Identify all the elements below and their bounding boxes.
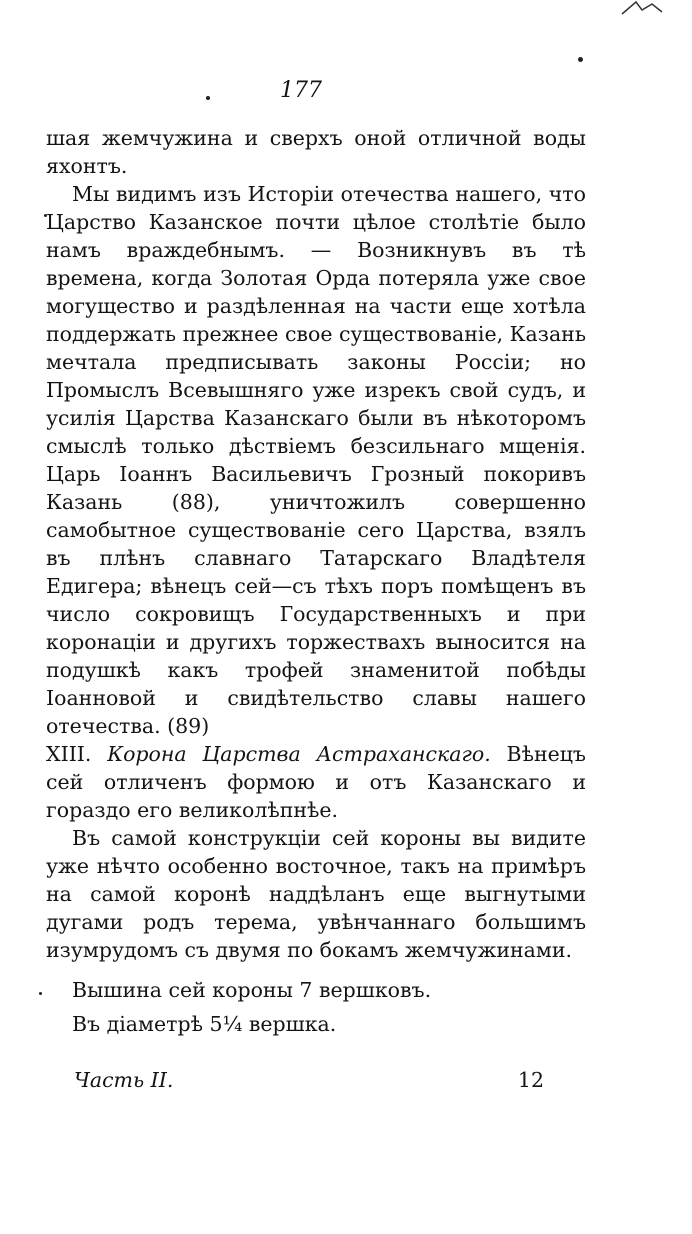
paragraph-history: Мы видимъ изъ Исторіи отечества нашего, что Царство Казанское почти цѣлое столѣтіе было намъ враждебнымъ. — Возникнувъ въ тѣ времена, когда Золотая Орда потеряла уже свое могущество и раздѣленная на части еще хотѣла поддержать прежнее свое существованіе, Казань мечтала предписывать законы Россіи; но Промыслъ Всевышняго уже изрекъ свой судъ, и усилія Царства Казанскаго были въ нѣкоторомъ смыслѣ только дѣствіемъ безсильнаго мщенія. Царь Іоаннъ Васильевичъ Грозный покоривъ Казань (88), уничтожилъ совершенно самобытное существованіе сего Царства, взялъ въ плѣнъ славнаго Татарскаго Владѣтеля Едигера; вѣнецъ сей—съ тѣхъ поръ помѣщенъ въ число сокровищъ Государственныхъ и при коронаціи и другихъ торжествахъ выносится на подушкѣ какъ трофей знаменитой побѣды Іоанновой и свидѣтельство славы нашего отечества. (89) [46, 182, 586, 738]
body-text [46, 124, 586, 1038]
page-number: 177 [280, 78, 322, 103]
section-number: XIII. [46, 742, 92, 766]
signature-mark: 12 [517, 1068, 544, 1092]
section-title: Корона Царства Астраханскаго. [107, 742, 491, 766]
ink-speck [39, 992, 42, 995]
section-text: Вѣнецъ сей отличенъ формою и отъ Казанскаго и гораздо его великолѣпнѣе. [46, 742, 586, 822]
ink-speck [578, 57, 583, 62]
part-label: Часть II. [74, 1068, 174, 1092]
page-footer [74, 1068, 544, 1096]
measurement-height: Вышина сей короны 7 вершковъ. [72, 978, 432, 1002]
paragraph-construction: Въ самой конструкціи сей короны вы видите уже нѣчто особенно восточное, такъ на примѣръ на самой коронѣ наддѣланъ еще выгнутыми дугами родъ терема, увѣнчаннаго большимъ изумрудомъ съ двумя по бокамъ жемчужинами. [46, 826, 586, 962]
measurement-diameter: Въ діаметрѣ 5¼ вершка. [72, 1012, 337, 1036]
section-heading-paragraph [46, 740, 586, 824]
paragraph-continuation: шая жемчужина и сверхъ оной отличной воды яхонтъ. [46, 126, 586, 178]
corner-scan-mark [612, 0, 682, 20]
ink-speck [206, 96, 210, 100]
